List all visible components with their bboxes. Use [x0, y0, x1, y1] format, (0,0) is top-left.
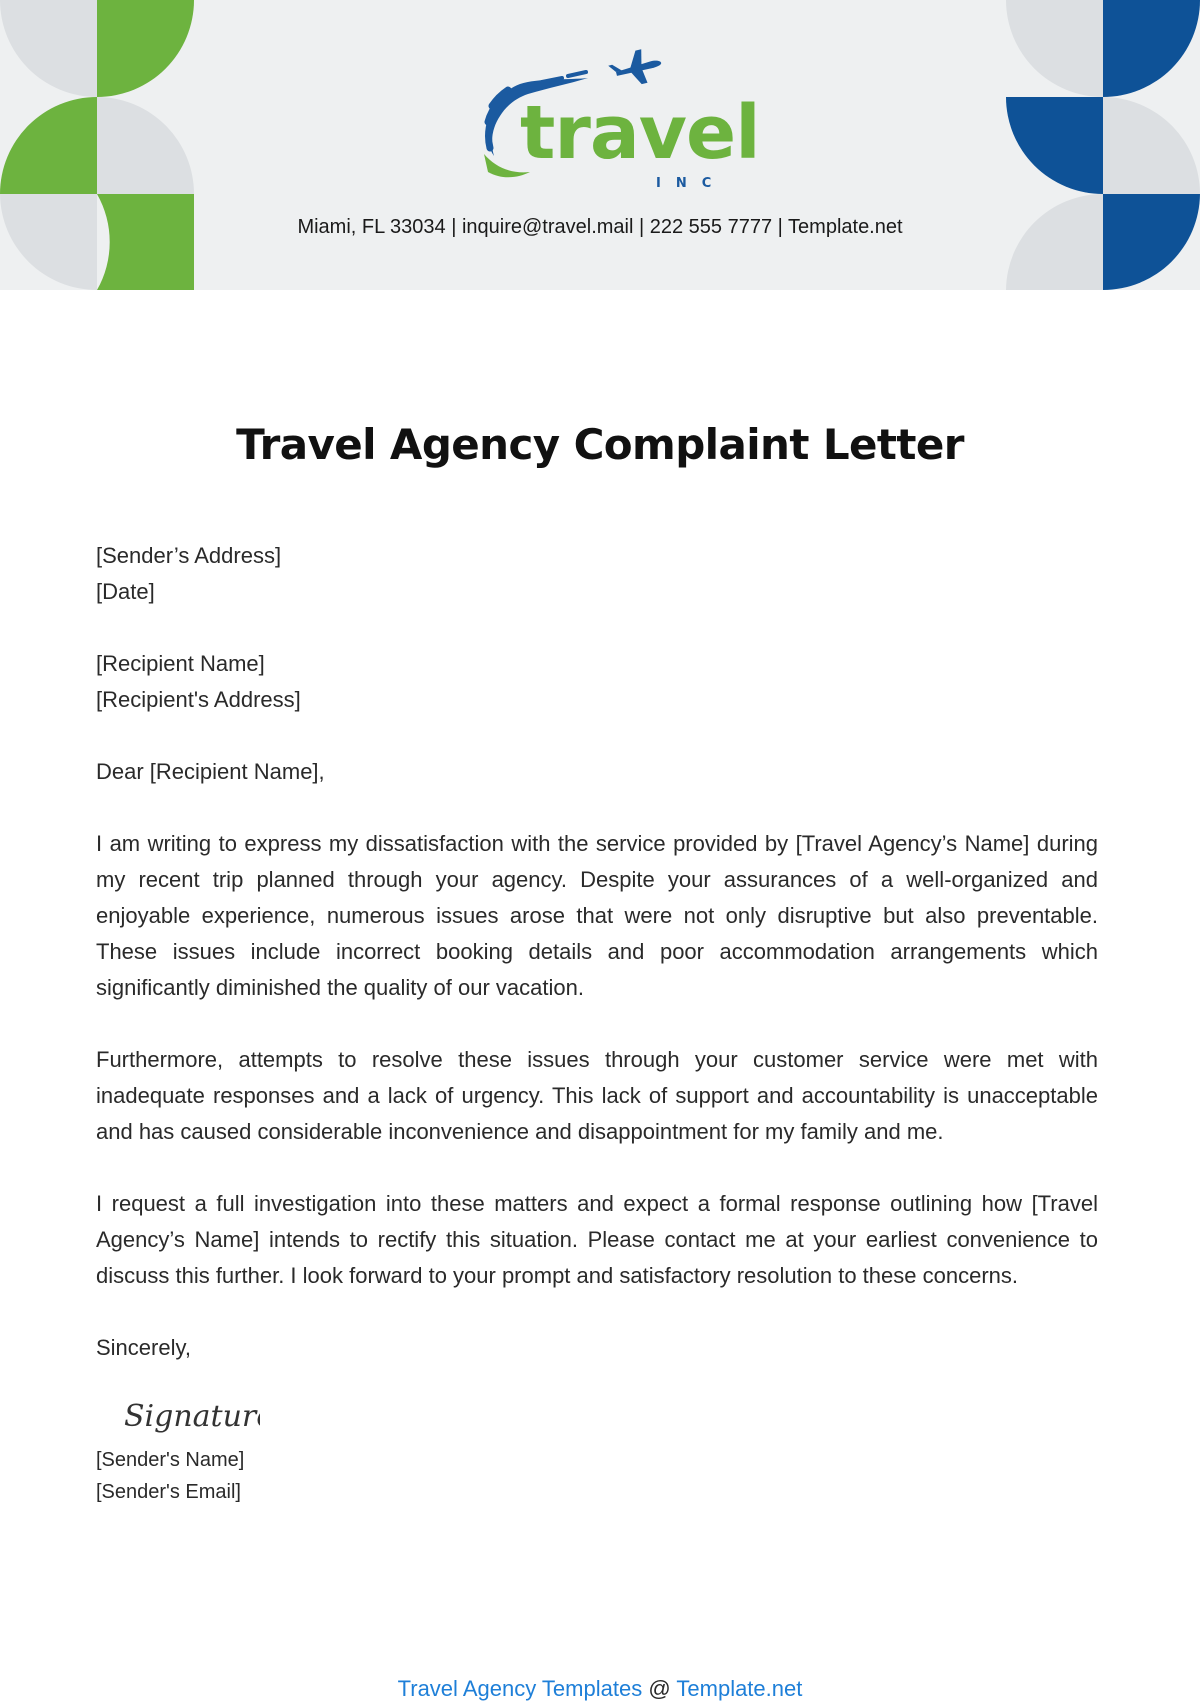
letter-body — [96, 538, 1098, 1508]
deco-grey-shape — [0, 0, 97, 97]
footer — [0, 1676, 1200, 1702]
body-paragraph: I request a full investigation into these matters and expect a formal response outlining how [Travel Agency’s Name] intends to rectify this situation. Please contact me at your earliest convenience to discuss this further. I look forward to your prompt and satisfactory resolution to these concerns. — [96, 1191, 1098, 1288]
sender-email: [Sender's Email] — [96, 1481, 241, 1503]
deco-grey-shape — [97, 97, 194, 194]
letterhead-header — [0, 0, 1200, 290]
sender-name: [Sender's Name] — [96, 1449, 245, 1471]
contact-info: Miami, FL 33034 | inquire@travel.mail | 222 555 7777 | Template.net — [297, 216, 903, 238]
template-net-link[interactable]: Template.net — [676, 1676, 803, 1701]
recipient-name: [Recipient Name] — [96, 651, 265, 676]
deco-grey-shape — [1103, 97, 1200, 194]
deco-blue-shape — [1006, 97, 1103, 194]
templates-link[interactable]: Travel Agency Templates — [397, 1676, 643, 1701]
body-paragraph: I am writing to express my dissatisfaction with the service provided by [Travel Agency’s Name] during my recent trip planned through your agency. Despite your assurances of a well-organized and enjoyable experience, numerous issues arose that were not only disruptive but also preventable. These issues include incorrect booking details and poor accommodation arrangements which significantly diminished the quality of our vacation. — [96, 831, 1098, 1000]
logo-wordmark: travel — [520, 90, 760, 176]
svg-text:Signature: Signature — [124, 1399, 260, 1434]
deco-grey-shape — [0, 194, 97, 290]
signature-image — [120, 1386, 260, 1444]
recipient-address: [Recipient's Address] — [96, 687, 301, 712]
sender-address: [Sender’s Address] — [96, 543, 282, 568]
deco-green-shape — [97, 194, 194, 290]
page-title: Travel Agency Complaint Letter — [236, 420, 964, 469]
salutation: Dear [Recipient Name], — [96, 759, 325, 784]
closing: Sincerely, — [96, 1335, 191, 1360]
logo-subtitle: INC — [656, 176, 727, 191]
travel-logo — [468, 44, 760, 204]
deco-green-shape — [0, 97, 97, 194]
right-decoration — [1000, 0, 1200, 290]
signature — [120, 1386, 1098, 1444]
deco-blue-shape — [1103, 0, 1200, 97]
letter-date: [Date] — [96, 579, 155, 604]
deco-grey-shape — [1006, 0, 1103, 97]
deco-grey-shape — [1006, 194, 1103, 290]
deco-blue-shape — [1103, 194, 1200, 290]
body-paragraph: Furthermore, attempts to resolve these issues through your customer service were met with inadequate responses and a lack of urgency. This lack of support and accountability is unacceptable and has caused considerable inconvenience and disappointment for my family and me. — [96, 1047, 1098, 1144]
left-decoration — [0, 0, 200, 290]
deco-green-shape — [97, 0, 194, 97]
footer-separator: @ — [648, 1676, 671, 1701]
